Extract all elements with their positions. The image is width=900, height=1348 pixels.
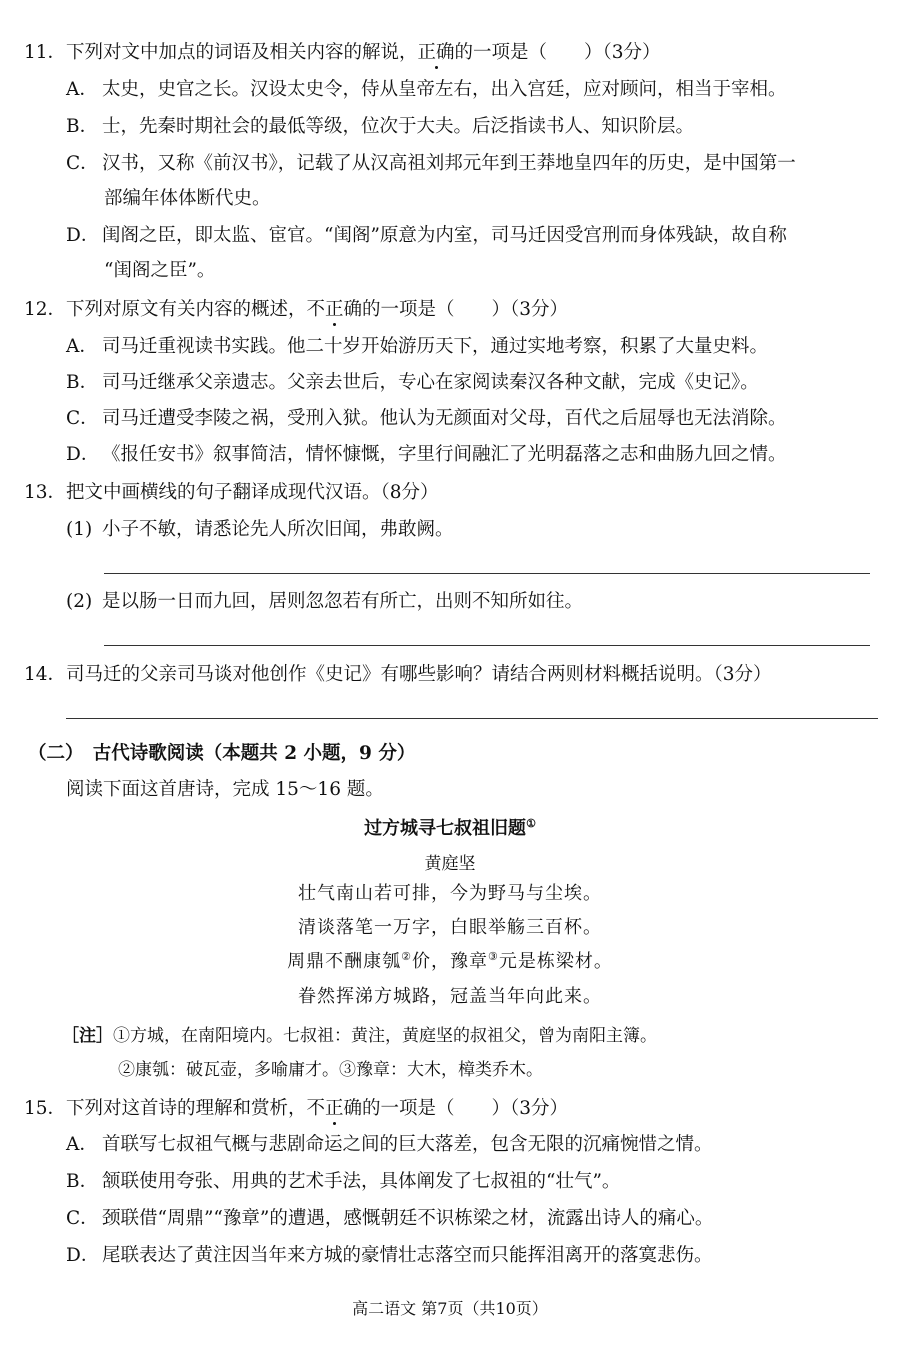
poem-note: ［注］①方城，在南阳境内。七叔祖：黄注，黄庭坚的叔祖父，曾为南阳主簿。 bbox=[62, 1026, 657, 1046]
emphasis-word: 不正确 bbox=[306, 1098, 363, 1119]
poem-line: 壮气南山若可排，今为野马与尘埃。 bbox=[298, 883, 602, 904]
option-d-continued: “闺阁之臣”。 bbox=[104, 260, 216, 281]
option-c: C． 颈联借“周鼎”“豫章”的遭遇，感慨朝廷不识栋梁之材，流露出诗人的痛心。 bbox=[66, 1208, 714, 1229]
emphasis-word: 正确 bbox=[417, 42, 455, 63]
answer-line[interactable] bbox=[66, 718, 878, 719]
question-number: 11． bbox=[24, 42, 67, 63]
poem-note: ②康瓠：破瓦壶，多喻庸才。③豫章：大木，樟类乔木。 bbox=[118, 1060, 543, 1080]
footnote-marker: ③ bbox=[488, 950, 499, 963]
option-a: A． 首联写七叔祖气概与悲剧命运之间的巨大落差，包含无限的沉痛惋惜之情。 bbox=[66, 1134, 713, 1155]
emphasis-word: 不正确 bbox=[306, 299, 363, 320]
option-c: C． 司马迁遭受李陵之祸，受刑入狱。他认为无颜面对父母，百代之后屈辱也无法消除。 bbox=[66, 408, 787, 429]
question-number: 12． bbox=[24, 299, 67, 320]
option-a: A． 司马迁重视读书实践。他二十岁开始游历天下，通过实地考察，积累了大量史料。 bbox=[66, 336, 769, 357]
option-d: D． 《报任安书》叙事简洁，情怀慷慨，字里行间融汇了光明磊落之志和曲肠九回之情。 bbox=[66, 444, 787, 465]
option-b: B． 士，先秦时期社会的最低等级，位次于大夫。后泛指读书人、知识阶层。 bbox=[66, 116, 695, 137]
option-a: A． 太史，史官之长。汉设太史令，侍从皇帝左右，出入宫廷，应对顾问，相当于宰相。 bbox=[66, 79, 787, 100]
section-intro: 阅读下面这首唐诗，完成 15～16 题。 bbox=[66, 779, 384, 800]
option-c: C． 汉书，又称《前汉书》，记载了从汉高祖刘邦元年到王莽地皇四年的历史，是中国第一 bbox=[66, 153, 796, 174]
answer-line[interactable] bbox=[104, 573, 870, 574]
poem-title: 过方城寻七叔祖旧题① bbox=[364, 817, 536, 839]
question-14-stem: 14．司马迁的父亲司马谈对他创作《史记》有哪些影响？请结合两则材料概括说明。（3分） bbox=[24, 662, 772, 688]
option-d: D． 尾联表达了黄注因当年来方城的豪情壮志落空而只能挥泪离开的落寞悲伤。 bbox=[66, 1245, 713, 1266]
answer-line[interactable] bbox=[104, 645, 870, 646]
page-footer: 高二语文 第7页（共10页） bbox=[352, 1299, 548, 1318]
poem-line: 周鼎不酬康瓠②价，豫章③元是栋梁材。 bbox=[287, 950, 613, 972]
question-13-stem: 13．把文中画横线的句子翻译成现代汉语。（8分） bbox=[24, 480, 439, 506]
question-number: 13． bbox=[24, 482, 67, 503]
question-11-stem: 11．下列对文中加点的词语及相关内容的解说，正确的一项是（ ）（3分） bbox=[24, 40, 661, 66]
section-heading: （二） 古代诗歌阅读（本题共 2 小题，9 分） bbox=[28, 743, 416, 764]
poem-line: 眷然挥涕方城路，冠盖当年向此来。 bbox=[298, 986, 602, 1007]
question-number: 14． bbox=[24, 664, 67, 685]
poem-line: 清谈落笔一万字，白眼举觞三百杯。 bbox=[298, 917, 602, 938]
option-b: B． 颔联使用夸张、用典的艺术手法，具体阐发了七叔祖的“壮气”。 bbox=[66, 1171, 621, 1192]
footnote-marker: ① bbox=[526, 817, 536, 830]
question-12-stem: 12．下列对原文有关内容的概述，不正确的一项是（ ）（3分） bbox=[24, 297, 568, 323]
question-number: 15． bbox=[24, 1098, 67, 1119]
option-d: D． 闺阁之臣，即太监、宦官。“闺阁”原意为内室，司马迁因受宫刑而身体残缺，故自称 bbox=[66, 225, 787, 246]
question-15-stem: 15．下列对这首诗的理解和赏析，不正确的一项是（ ）（3分） bbox=[24, 1096, 568, 1122]
sentence-1: (1) 小子不敏，请悉论先人所次旧闻，弗敢阙。 bbox=[66, 519, 454, 540]
note-label: ［注］ bbox=[62, 1026, 113, 1046]
option-c-continued: 部编年体体断代史。 bbox=[104, 188, 271, 209]
option-b: B． 司马迁继承父亲遗志。父亲去世后，专心在家阅读秦汉各种文献，完成《史记》。 bbox=[66, 372, 759, 393]
poem-author: 黄庭坚 bbox=[424, 854, 476, 874]
sentence-2: (2) 是以肠一日而九回，居则忽忽若有所亡，出则不知所如往。 bbox=[66, 591, 584, 612]
footnote-marker: ② bbox=[401, 950, 412, 963]
